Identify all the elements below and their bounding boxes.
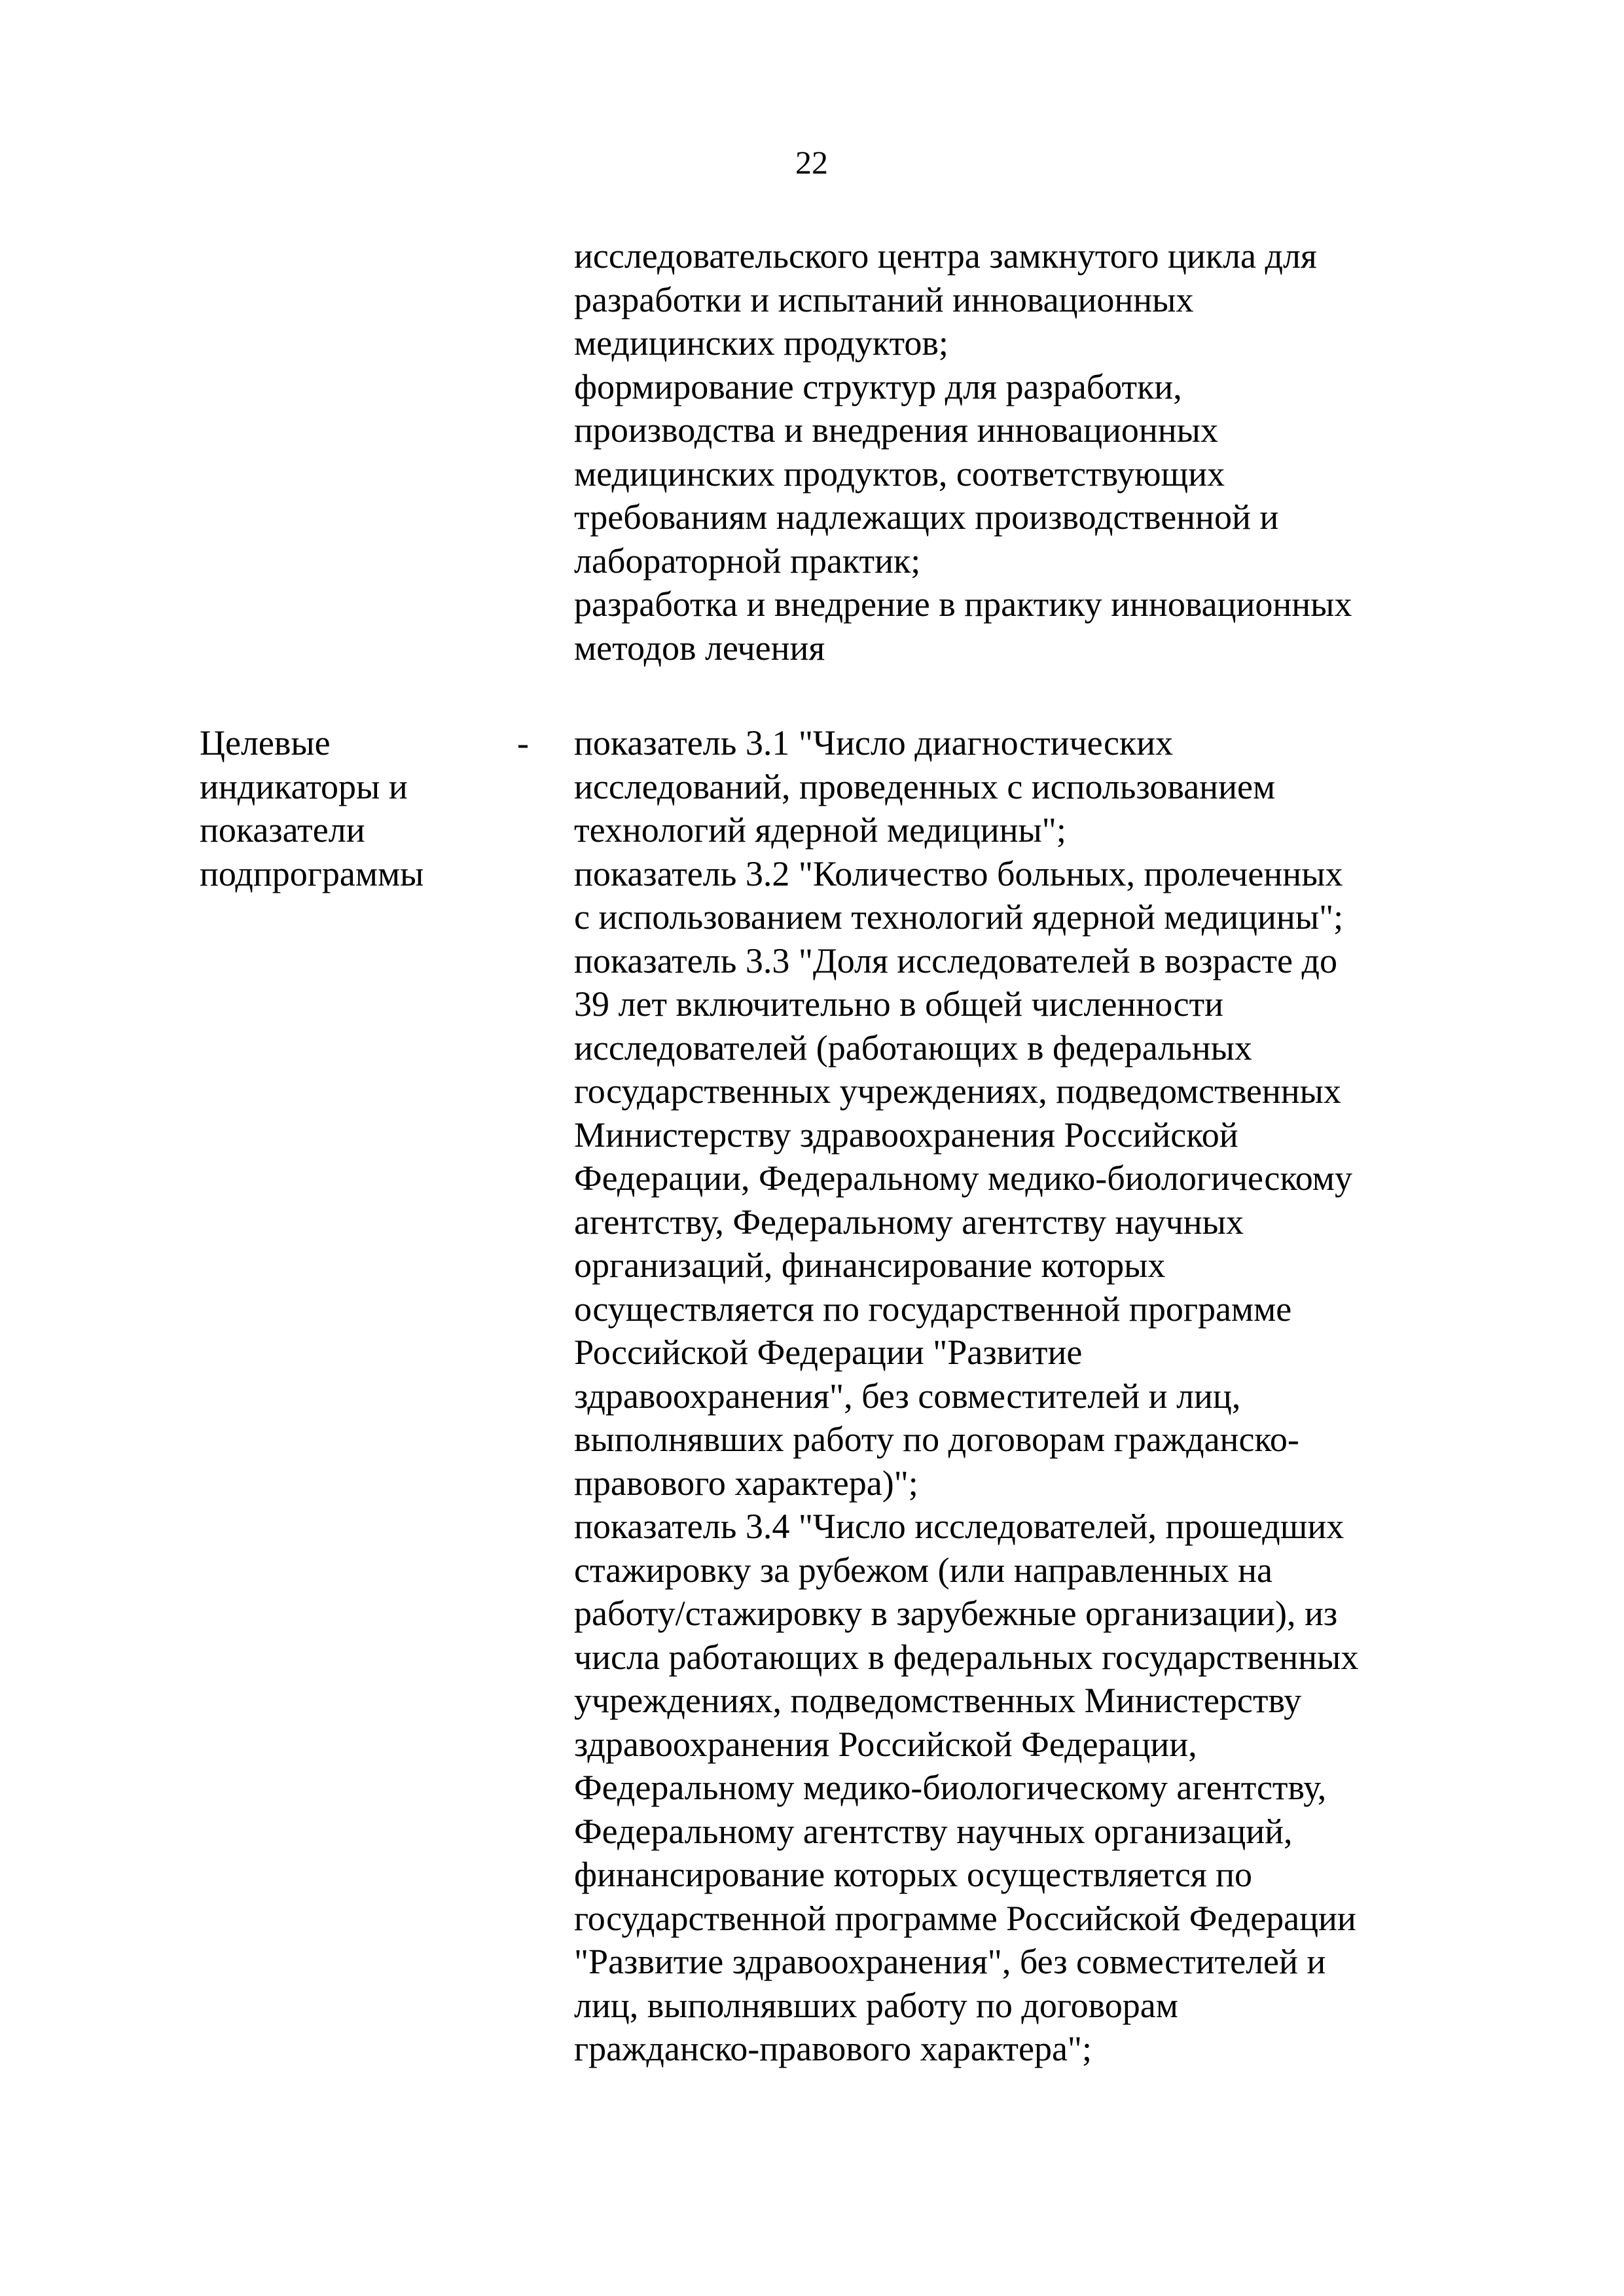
text-line: исследователей (работающих в федеральных [574, 1028, 1252, 1067]
label-line: Целевые [200, 723, 331, 762]
text-line: методов лечения [574, 628, 825, 668]
continuation-text [574, 234, 1445, 670]
text-line: государственной программе Российской Федерации [574, 1898, 1356, 1938]
text-line: стажировку за рубежом (или направленных на [574, 1550, 1272, 1590]
text-line: медицинских продуктов, соответствующих [574, 454, 1225, 493]
text-line: разработки и испытаний инновационных [574, 279, 1194, 319]
label-separator: - [517, 723, 529, 762]
text-line: агентству, Федеральному агентству научных [574, 1202, 1244, 1242]
text-line: разработка и внедрение в практику инновационных [574, 584, 1352, 624]
text-line: с использованием технологий ядерной медицины"; [574, 897, 1344, 937]
text-line: лиц, выполнявших работу по договорам [574, 1985, 1178, 2025]
text-line: Федерации, Федеральному медико-биологическому [574, 1158, 1352, 1198]
text-line: медицинских продуктов; [574, 323, 948, 363]
text-line: выполнявших работу по договорам гражданско- [574, 1420, 1299, 1459]
text-line: гражданско-правового характера"; [574, 2029, 1092, 2068]
text-line: "Развитие здравоохранения", без совместителей и [574, 1942, 1326, 1981]
text-line: показатель 3.1 "Число диагностических [574, 723, 1174, 762]
text-line: Министерству здравоохранения Российской [574, 1115, 1238, 1155]
text-line: числа работающих в федеральных государственных [574, 1637, 1359, 1677]
text-line: формирование структур для разработки, [574, 367, 1182, 406]
label-line: индикаторы и [200, 766, 408, 806]
label-line: подпрограммы [200, 853, 424, 893]
text-line: показатель 3.2 "Количество больных, пролеченных [574, 853, 1343, 893]
text-line: показатель 3.4 "Число исследователей, прошедших [574, 1507, 1344, 1546]
text-line: показатель 3.3 "Доля исследователей в возрасте до [574, 941, 1337, 980]
label-line: показатели [200, 810, 365, 850]
text-line: правового характера)"; [574, 1463, 918, 1503]
text-line: финансирование которых осуществляется по [574, 1855, 1253, 1894]
text-line: здравоохранения", без совместителей и лиц, [574, 1376, 1241, 1416]
text-line: исследовательского центра замкнутого цикла для [574, 236, 1317, 276]
text-line: Федеральному агентству научных организаций, [574, 1811, 1293, 1851]
text-line: 39 лет включительно в общей численности [574, 984, 1224, 1024]
text-line: Федеральному медико-биологическому агентству, [574, 1768, 1327, 1807]
indicators-label [200, 721, 475, 895]
text-line: лабораторной практик; [574, 541, 921, 581]
text-line: технологий ядерной медицины"; [574, 810, 1066, 850]
text-line: Российской Федерации "Развитие [574, 1333, 1083, 1372]
text-line: требованиям надлежащих производственной и [574, 497, 1279, 537]
indicators-text [574, 721, 1445, 2071]
page-number: 22 [795, 144, 828, 181]
text-line: осуществляется по государственной программе [574, 1289, 1292, 1329]
text-line: исследований, проведенных с использованием [574, 766, 1276, 806]
text-line: организаций, финансирование которых [574, 1246, 1166, 1285]
text-line: производства и внедрения инновационных [574, 410, 1218, 450]
text-line: учреждениях, подведомственных Министерству [574, 1681, 1302, 1720]
text-line: работу/стажировку в зарубежные организации), из [574, 1594, 1338, 1633]
text-line: государственных учреждениях, подведомственных [574, 1071, 1341, 1111]
text-line: здравоохранения Российской Федерации, [574, 1724, 1197, 1764]
